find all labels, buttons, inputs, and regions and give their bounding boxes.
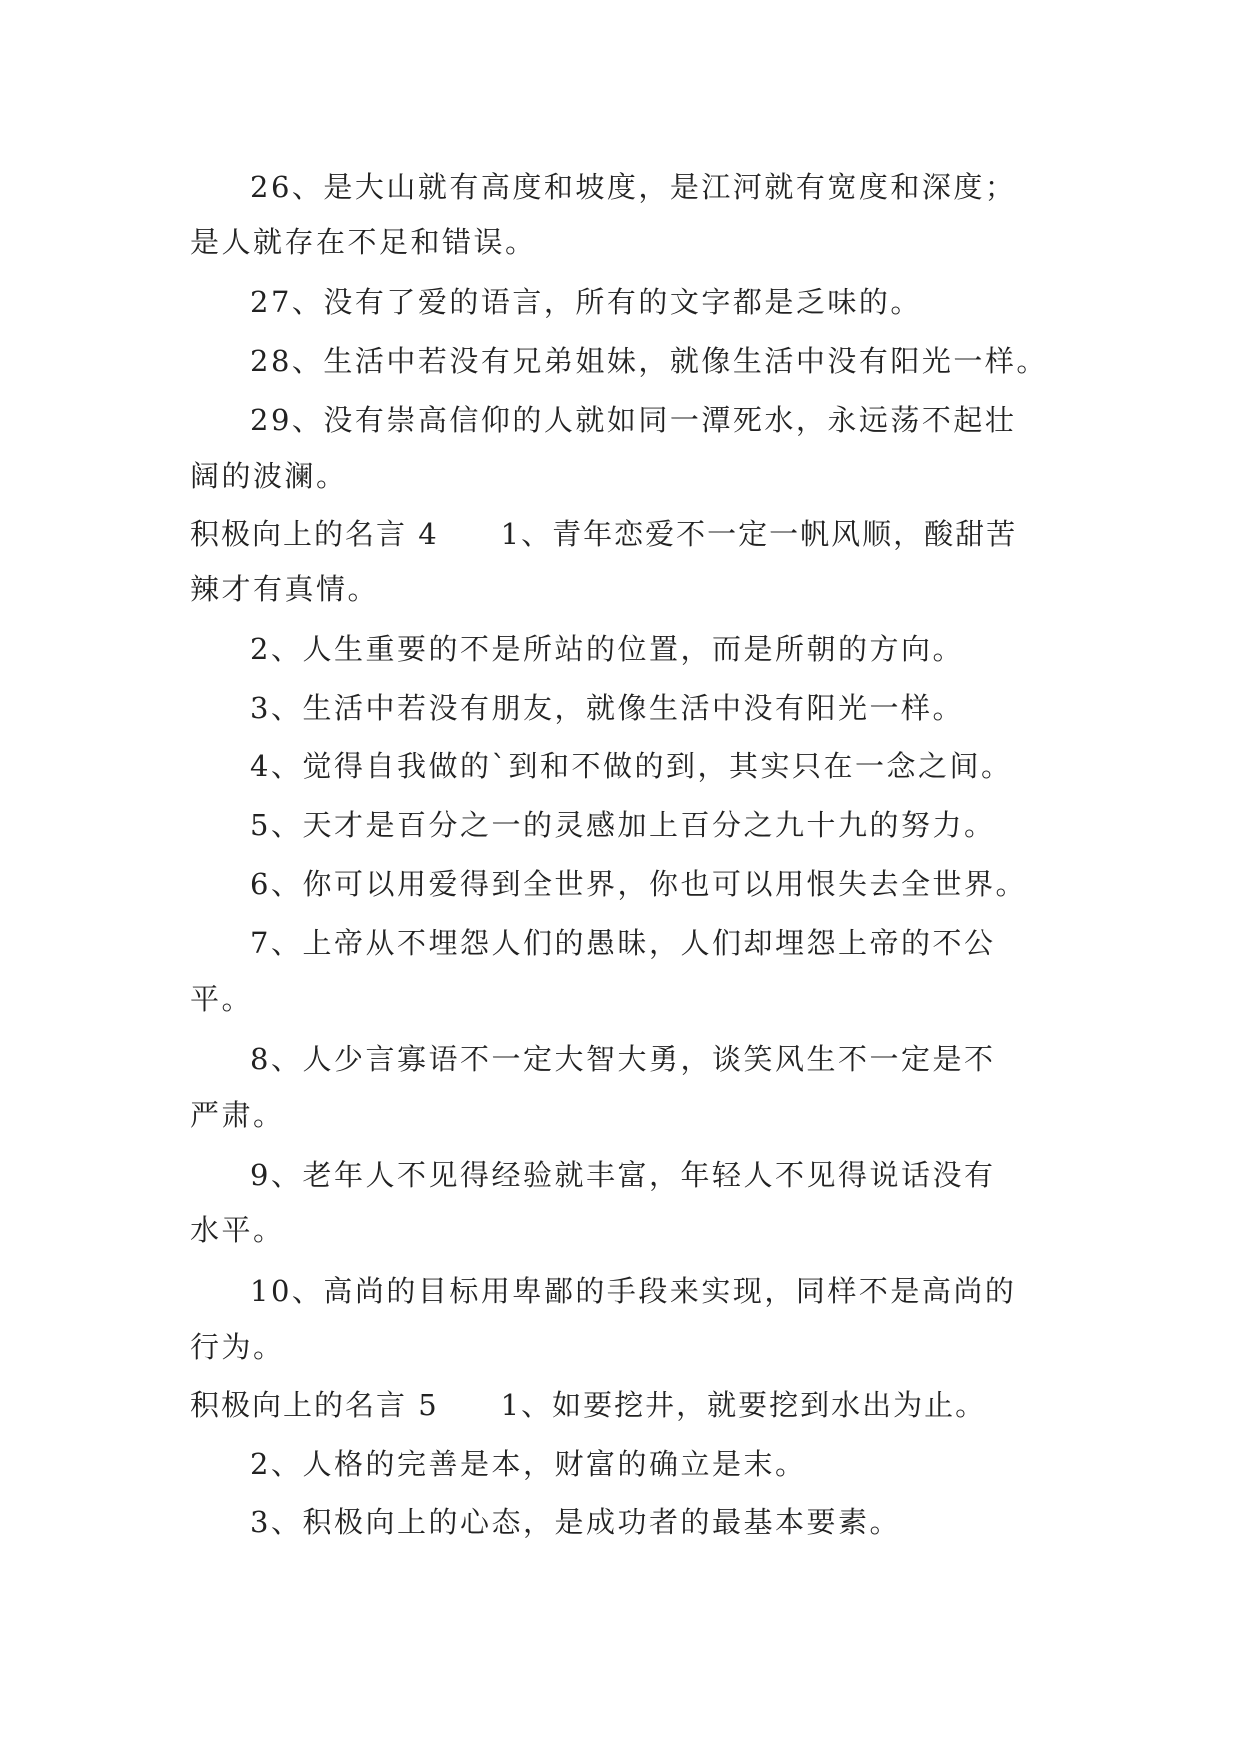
s4-quote-8-line-1: 8、人少言寡语不一定大智大勇，谈笑风生不一定是不 xyxy=(250,1042,996,1076)
s4-quote-1-line-1: 1、青年恋爱不一定一帆风顺，酸甜苦 xyxy=(500,517,1018,551)
s4-quote-3: 3、生活中若没有朋友，就像生活中没有阳光一样。 xyxy=(250,691,964,725)
quote-26-line-1: 26、是大山就有高度和坡度，是江河就有宽度和深度； xyxy=(250,170,1017,204)
section-4-heading: 积极向上的名言 4 xyxy=(190,517,439,551)
s5-quote-2: 2、人格的完善是本，财富的确立是末。 xyxy=(250,1447,807,1481)
section-5-heading: 积极向上的名言 5 xyxy=(190,1388,439,1422)
quote-28: 28、生活中若没有兄弟姐妹，就像生活中没有阳光一样。 xyxy=(250,344,1048,378)
quote-27: 27、没有了爱的语言，所有的文字都是乏味的。 xyxy=(250,285,922,319)
s4-quote-9-line-2: 水平。 xyxy=(190,1213,285,1247)
s4-quote-10-line-2: 行为。 xyxy=(190,1330,285,1364)
s4-quote-7-line-1: 7、上帝从不埋怨人们的愚昧，人们却埋怨上帝的不公 xyxy=(250,926,996,960)
s4-quote-1-line-2: 辣才有真情。 xyxy=(190,572,380,606)
s4-quote-7-line-2: 平。 xyxy=(190,982,254,1016)
quote-29-line-1: 29、没有崇高信仰的人就如同一潭死水，永远荡不起壮 xyxy=(250,403,1017,437)
s4-quote-2: 2、人生重要的不是所站的位置，而是所朝的方向。 xyxy=(250,632,964,666)
s5-quote-3: 3、积极向上的心态，是成功者的最基本要素。 xyxy=(250,1505,901,1539)
s4-quote-5: 5、天才是百分之一的灵感加上百分之九十九的努力。 xyxy=(250,808,996,842)
s4-quote-10-line-1: 10、高尚的目标用卑鄙的手段来实现，同样不是高尚的 xyxy=(250,1274,1017,1308)
s4-quote-4: 4、觉得自我做的`到和不做的到，其实只在一念之间。 xyxy=(250,749,1013,783)
quote-29-line-2: 阔的波澜。 xyxy=(190,459,348,493)
quote-26-line-2: 是人就存在不足和错误。 xyxy=(190,225,537,259)
s5-quote-1: 1、如要挖井，就要挖到水出为止。 xyxy=(500,1388,987,1422)
s4-quote-6: 6、你可以用爱得到全世界，你也可以用恨失去全世界。 xyxy=(250,867,1027,901)
s4-quote-9-line-1: 9、老年人不见得经验就丰富，年轻人不见得说话没有 xyxy=(250,1158,996,1192)
section-4-heading-line xyxy=(190,514,1017,554)
section-5-heading-line xyxy=(190,1385,986,1425)
s4-quote-8-line-2: 严肃。 xyxy=(190,1098,285,1132)
